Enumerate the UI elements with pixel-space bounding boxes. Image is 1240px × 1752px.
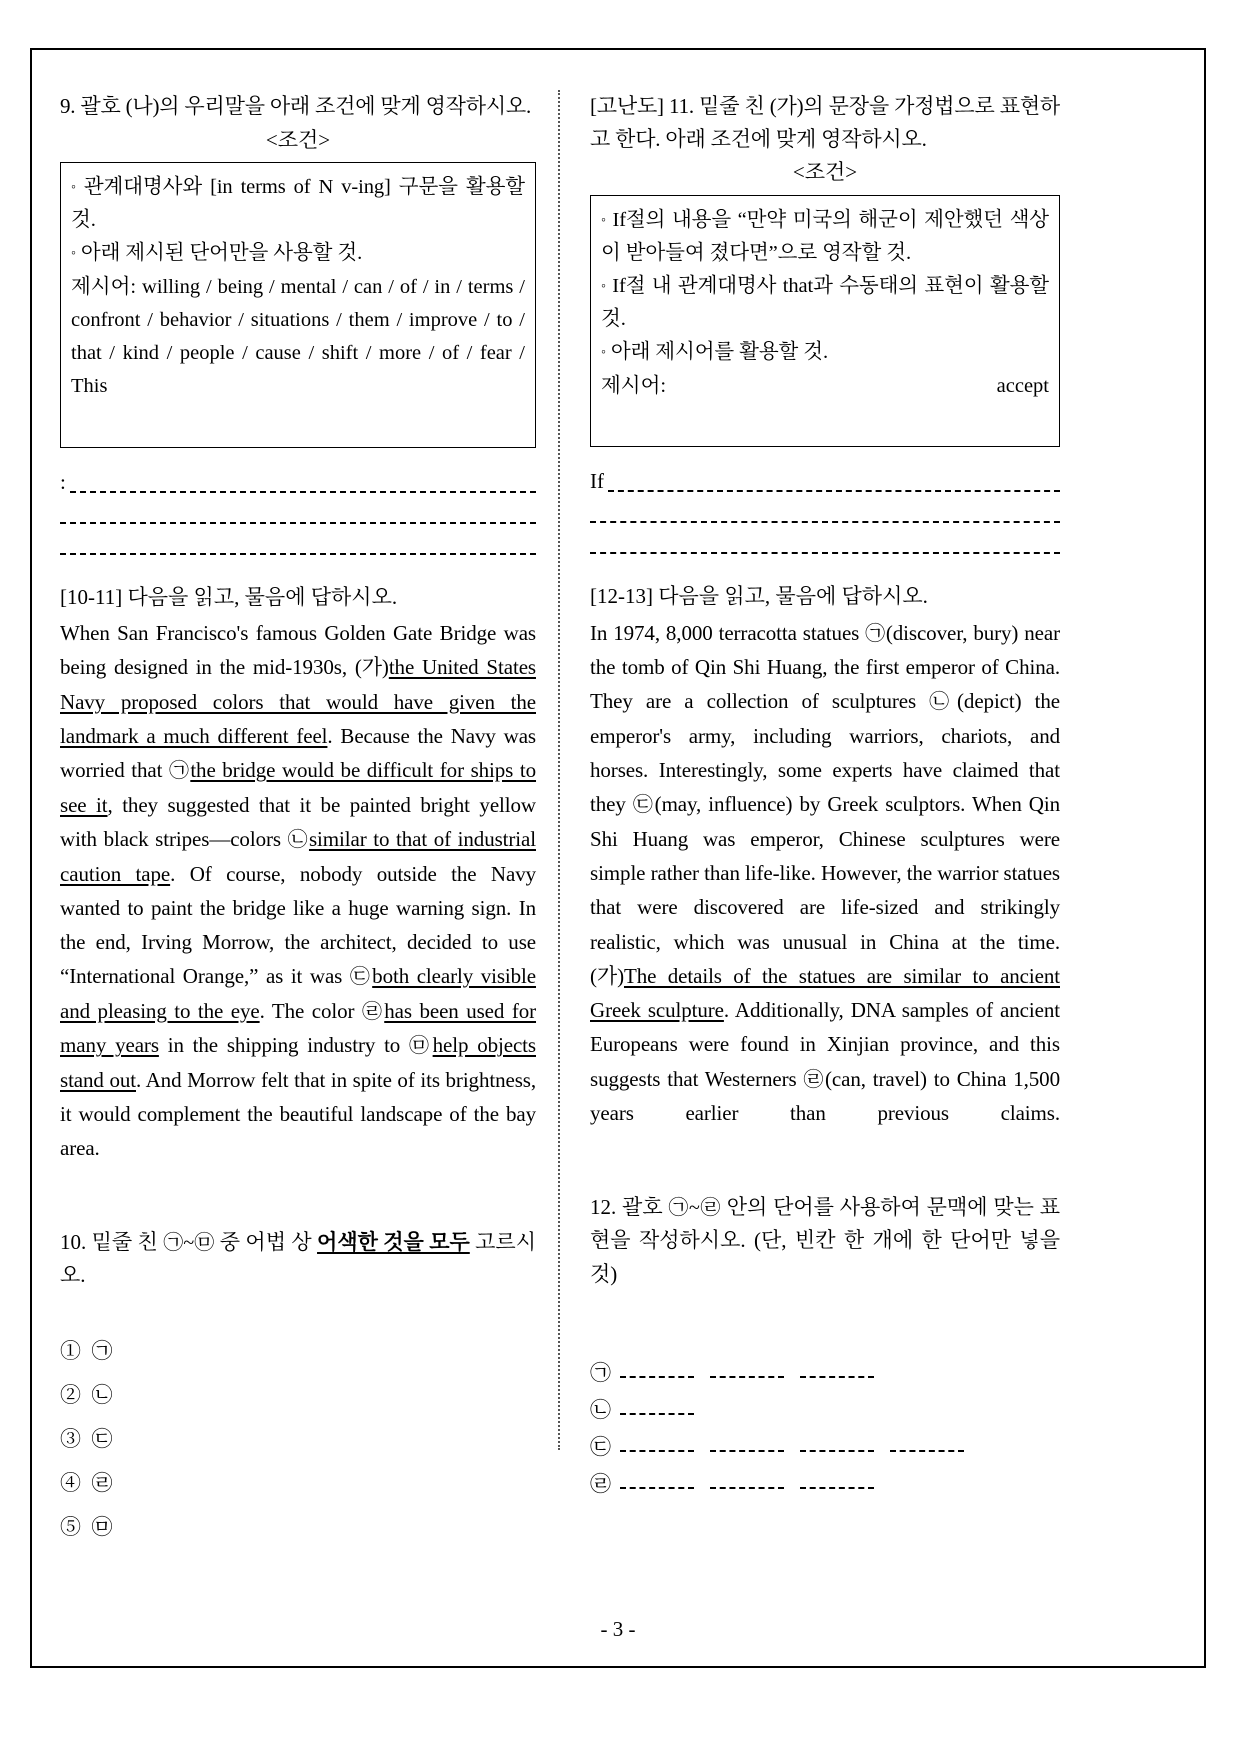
choice-option[interactable] — [60, 1470, 536, 1495]
answer-line[interactable] — [60, 528, 536, 555]
blank-word-slot[interactable] — [620, 1402, 694, 1415]
choice-label: ㉤ — [91, 1514, 113, 1539]
blank-word-slot[interactable] — [710, 1439, 784, 1452]
dashed-writing-line[interactable] — [608, 477, 1060, 492]
underlined-phrase: has been used for many years — [60, 998, 537, 1058]
passage-text: (discover, bury) near the tomb of Qin Shi Huang, the first emperor of China. They are a collection of sculptures — [590, 620, 1060, 714]
circled-marker: ㉢ — [349, 966, 373, 989]
passage-10-11-instruction: [10-11] 다음을 읽고, 물음에 답하시오. — [60, 584, 398, 609]
bullet-icon: ◦ — [601, 278, 608, 294]
circled-marker: ㉠ — [865, 622, 886, 645]
blank-marker-label: ㉢ — [590, 1434, 611, 1459]
choice-number: ① — [60, 1338, 81, 1363]
underlined-phrase: similar to that of industrial caution tape — [60, 826, 536, 886]
condition-item: ◦ 아래 제시된 단어만을 사용할 것. — [71, 242, 363, 265]
circled-marker: ㉡ — [287, 828, 309, 851]
question-11-answer-area[interactable] — [590, 465, 1060, 554]
circled-marker: ㉢ — [632, 794, 655, 817]
blank-word-slot[interactable] — [710, 1365, 784, 1378]
underlined-phrase: the bridge would be difficult for ships to see it — [60, 758, 537, 817]
underlined-phrase: the United States Navy proposed colors that would have given the landmark a much different feel — [60, 655, 536, 748]
marker-range: ㉠~㉤ — [163, 1231, 215, 1254]
passage-text: (가) — [354, 655, 389, 680]
marker-range: ㉠~㉣ — [668, 1196, 721, 1219]
answer-prefix: : — [60, 469, 66, 494]
blank-answer-row[interactable] — [590, 1359, 1060, 1385]
bullet-icon: ◦ — [71, 246, 76, 262]
passage-text: (can, travel) to China 1,500 years earlier than previous claims. — [590, 1066, 1060, 1126]
condition-item: ◦ 관계대명사와 [in terms of N v-ing] 구문을 활용할 것. — [71, 176, 525, 232]
passage-text: . Additionally, DNA samples of ancient Europeans were found in Xinjian province, and this suggests that Westerners — [590, 998, 1060, 1091]
blank-marker-label: ㉣ — [590, 1471, 611, 1496]
passage-text: When San Francisco's famous Golden Gate Bridge was being designed in the mid-1930s, — [60, 621, 536, 680]
page-footer: - 3 - — [600, 1617, 636, 1641]
choice-label: ㉠ — [91, 1338, 113, 1363]
dashed-writing-line[interactable] — [60, 509, 536, 524]
choice-label: ㉣ — [91, 1470, 113, 1495]
choice-label: ㉢ — [91, 1426, 113, 1451]
question-11-condition-label: <조건> — [792, 160, 858, 185]
underlined-phrase: both clearly visible and pleasing to the eye — [60, 964, 536, 1023]
passage-10-11-body — [60, 616, 536, 1200]
answer-prefix: If — [590, 469, 604, 494]
dashed-writing-line[interactable] — [590, 508, 1060, 523]
blank-marker-label: ㉡ — [590, 1397, 611, 1422]
passage-text: . And Morrow felt that in spite of its brightness, it would complement the beautiful landscape of the bay area. — [60, 1067, 537, 1161]
passage-text: . Of course, nobody outside the Navy wanted to paint the bridge like a huge warning sign. In the end, Irving Morrow, the architect, decided to use “International Orange,” as it was — [60, 861, 536, 989]
passage-12-13-instruction: [12-13] 다음을 읽고, 물음에 답하시오. — [590, 584, 928, 609]
question-11-prompt: [고난도] 11. 밑줄 친 (가)의 문장을 가정법으로 표현하고 한다. 아래 조건에 맞게 영작하시오. — [590, 94, 1060, 151]
dashed-writing-line[interactable] — [70, 478, 536, 493]
condition-item: ◦ 아래 제시어를 활용할 것. — [601, 341, 829, 364]
blank-answer-row[interactable] — [590, 1396, 1060, 1422]
dashed-writing-line[interactable] — [60, 540, 536, 555]
condition-item: ◦ If절의 내용을 “만약 미국의 해군이 제안했던 색상이 받아들여 졌다면”으로 영작할 것. — [601, 208, 1049, 264]
blank-marker-label: ㉠ — [590, 1360, 611, 1385]
answer-line[interactable] — [590, 465, 1060, 492]
question-12-prompt: 12. 괄호 ㉠~㉣ 안의 단어를 사용하여 문맥에 맞는 표현을 작성하시오. (단, 빈칸 한 개에 한 단어만 넣을 것) — [590, 1194, 1060, 1286]
column-divider — [558, 90, 562, 1450]
left-column — [60, 90, 552, 1539]
answer-line[interactable] — [590, 527, 1060, 554]
question-11-condition-box — [590, 195, 1060, 447]
circled-marker: ㉤ — [409, 1035, 433, 1058]
answer-line[interactable] — [60, 497, 536, 524]
circled-marker: ㉡ — [929, 691, 958, 714]
passage-text: In 1974, 8,000 terracotta statues — [590, 620, 866, 645]
choice-number: ③ — [60, 1426, 81, 1451]
bullet-icon: ◦ — [601, 345, 606, 361]
exam-page — [30, 48, 1206, 1668]
condition-item: ◦ If절 내 관계대명사 that과 수동태의 표현이 활용할 것. — [601, 275, 1049, 331]
blank-word-slot[interactable] — [890, 1439, 964, 1452]
choice-option[interactable] — [60, 1514, 536, 1539]
passage-12-13-body — [590, 616, 1060, 1165]
question-10-emphasis: 어색한 것을 모두 — [317, 1229, 470, 1254]
blank-word-slot[interactable] — [800, 1365, 874, 1378]
passage-text: . Because the Navy was worried that — [60, 723, 536, 783]
question-11-wordbank: 제시어: accept — [601, 374, 1049, 397]
passage-text: . The color — [259, 998, 362, 1023]
question-9-wordbank: 제시어: willing / being / mental / can / of / in / terms / confront / behavior / situations / them / improve / to / that / kind / people / cause / shift / more / of / fear / This — [71, 275, 525, 398]
blank-answer-row[interactable] — [590, 1470, 1060, 1496]
passage-text: in the shipping industry to — [158, 1033, 410, 1058]
choice-number: ⑤ — [60, 1514, 81, 1539]
blank-word-slot[interactable] — [800, 1476, 874, 1489]
right-column — [568, 90, 1061, 1496]
two-column-layout — [60, 90, 1176, 1539]
answer-line[interactable] — [590, 496, 1060, 523]
blank-word-slot[interactable] — [710, 1476, 784, 1489]
question-9-answer-area[interactable] — [60, 466, 536, 555]
question-10-choices[interactable] — [60, 1338, 536, 1539]
choice-option[interactable] — [60, 1382, 536, 1407]
circled-marker: ㉣ — [361, 1000, 385, 1023]
circled-marker: ㉠ — [168, 760, 191, 783]
answer-line[interactable] — [60, 466, 536, 493]
bullet-icon: ◦ — [601, 212, 608, 228]
question-12-answer-area[interactable] — [590, 1359, 1060, 1496]
dashed-writing-line[interactable] — [590, 539, 1060, 554]
question-10-prompt: 10. 밑줄 친 ㉠~㉤ 중 어법 상 어색한 것을 모두 고르시오. — [60, 1229, 537, 1288]
underlined-phrase: The details of the statues are similar to ancient Greek sculpture — [590, 963, 1060, 1023]
passage-text: (depict) the emperor's army, including warriors, chariots, and horses. Interestingly, some experts have claimed that they — [590, 689, 1060, 817]
difficulty-tag: [고난도] — [590, 94, 664, 118]
question-12-block — [590, 1191, 1060, 1496]
choice-label: ㉡ — [91, 1382, 113, 1407]
choice-option[interactable] — [60, 1426, 536, 1451]
passage-text: (가) — [590, 963, 624, 988]
bullet-icon: ◦ — [71, 180, 79, 195]
choice-number: ④ — [60, 1470, 81, 1495]
blank-word-slot[interactable] — [620, 1439, 694, 1452]
question-9-condition-box — [60, 162, 536, 448]
blank-word-slot[interactable] — [620, 1476, 694, 1489]
blank-word-slot[interactable] — [620, 1365, 694, 1378]
question-10-block — [60, 1226, 536, 1538]
question-9-prompt: 9. 괄호 (나)의 우리말을 아래 조건에 맞게 영작하시오. — [60, 94, 532, 118]
underlined-phrase: help objects stand out — [60, 1033, 536, 1092]
choice-number: ② — [60, 1382, 81, 1407]
question-9-condition-label: <조건> — [265, 127, 331, 152]
blank-answer-row[interactable] — [590, 1433, 1060, 1459]
passage-text: (may, influence) by Greek sculptors. When Qin Shi Huang was emperor, Chinese sculptures were simple rather than life-like. However, the warrior statues that were discovered are life-sized and strikingly realistic, which was unusual in China at the time. — [590, 792, 1061, 954]
blank-word-slot[interactable] — [800, 1439, 874, 1452]
choice-option[interactable] — [60, 1338, 536, 1363]
circled-marker: ㉣ — [803, 1068, 826, 1091]
passage-text: , they suggested that it be painted bright yellow with black stripes—colors — [60, 792, 536, 851]
